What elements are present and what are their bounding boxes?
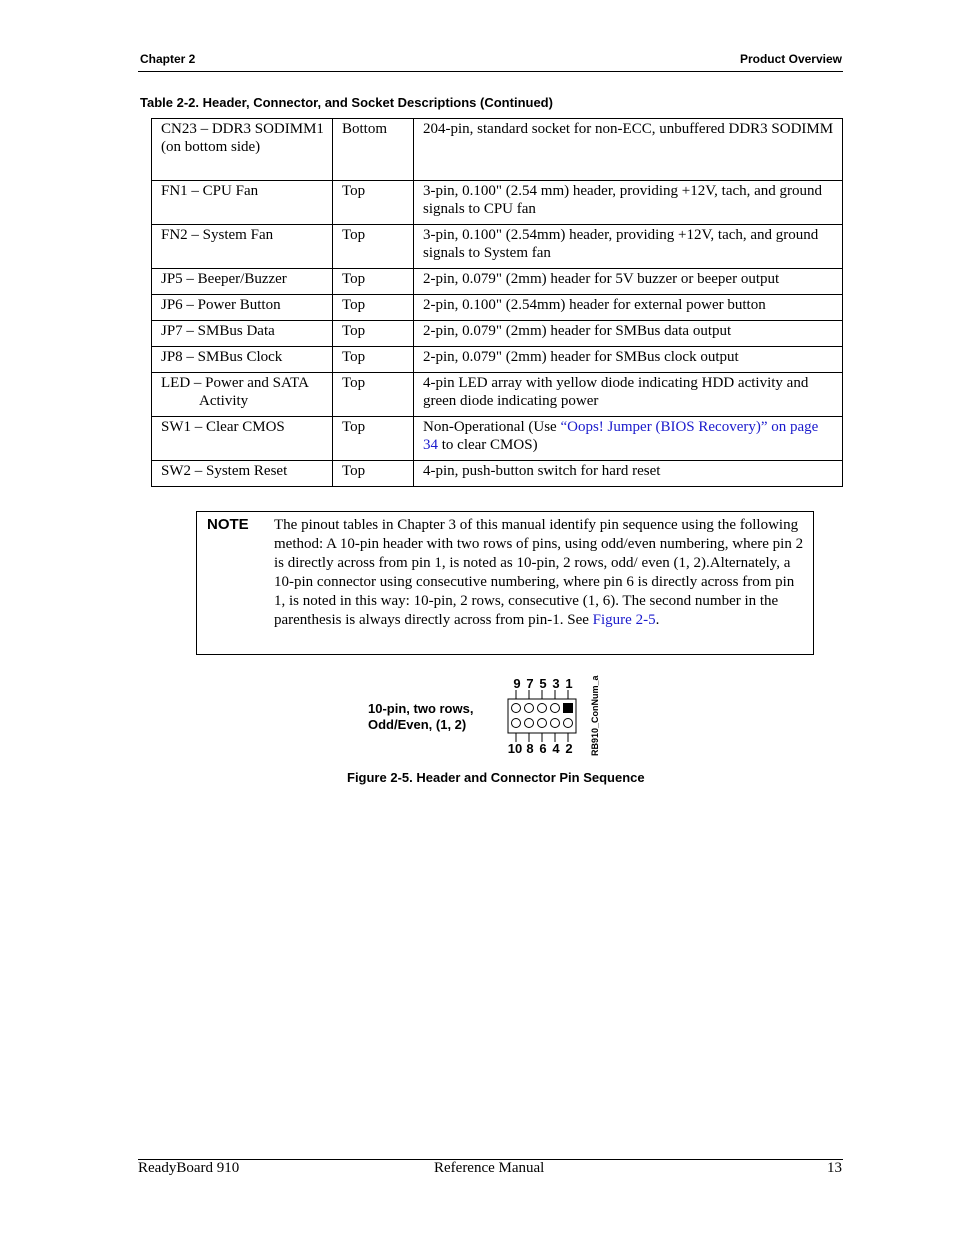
table-cell: Top <box>333 295 414 321</box>
table-cell: Top <box>333 181 414 225</box>
figure-label-line: 10-pin, two rows, <box>368 701 474 716</box>
pin-number: 3 <box>552 676 560 691</box>
pin-number: 5 <box>539 676 547 691</box>
pin-number: 10 <box>507 741 523 756</box>
cell-text: Non-Operational (Use <box>423 419 561 435</box>
running-header-chapter: Chapter 2 <box>140 52 196 66</box>
pin-number: 7 <box>526 676 534 691</box>
note-body: The pinout tables in Chapter 3 of this manual identify pin sequence using the following method: A 10-pin header with two rows of pins, using odd/even numbering, where pin 2 is directly across from pin 1, is noted as 10-pin, 2 rows, odd/ even (1, 2).Alternately, a 10-pin connector using consecutive numbering, where pin 6 is directly across from pin 1, is noted in this way: 10-pin, 2 rows, consecutive (1, 6). The second number in the parenthesis is always directly across from pin-1. See <box>274 517 804 628</box>
table-cell: Top <box>333 347 414 373</box>
table-cell: JP8 – SMBus Clock <box>152 347 333 373</box>
figure-caption: Figure 2-5. Header and Connector Pin Sequence <box>347 770 645 785</box>
pin-number: 1 <box>565 676 573 691</box>
pin-number: 8 <box>526 741 534 756</box>
table-cell: 2-pin, 0.079" (2mm) header for 5V buzzer or beeper output <box>414 269 843 295</box>
pin-number: 9 <box>513 676 521 691</box>
table-cell: Top <box>333 269 414 295</box>
table-cell: FN1 – CPU Fan <box>152 181 333 225</box>
table-cell: 3-pin, 0.100" (2.54 mm) header, providing +12V, tach, and ground signals to CPU fan <box>414 181 843 225</box>
figure-label-line: Odd/Even, (1, 2) <box>368 717 467 732</box>
table-cell: FN2 – System Fan <box>152 225 333 269</box>
table-cell: JP7 – SMBus Data <box>152 321 333 347</box>
figure-image-id: RB910_ConNum_a <box>590 675 600 756</box>
pin-number: 2 <box>565 741 573 756</box>
table-row <box>152 461 843 487</box>
table-caption: Table 2-2. Header, Connector, and Socket Descriptions (Continued) <box>140 95 553 110</box>
header-pin-diagram <box>506 690 580 744</box>
table-row <box>152 295 843 321</box>
table-cell: Top <box>333 461 414 487</box>
table-cell: 4-pin LED array with yellow diode indicating HDD activity and green diode indicating power <box>414 373 843 417</box>
table-cell: JP6 – Power Button <box>152 295 333 321</box>
bios-recovery-link[interactable]: “Oops! Jumper (BIOS Recovery)” on page 34 <box>423 419 819 453</box>
cell-line: Activity <box>199 393 249 409</box>
table-row <box>152 373 843 417</box>
page-number: 13 <box>827 1160 842 1176</box>
table-cell: Top <box>333 225 414 269</box>
table-cell <box>152 373 333 417</box>
table-cell: SW2 – System Reset <box>152 461 333 487</box>
running-header-section: Product Overview <box>739 52 842 66</box>
table-cell: 204-pin, standard socket for non-ECC, unbuffered DDR3 SODIMM <box>414 119 843 181</box>
table-cell: Top <box>333 417 414 461</box>
table-cell: 3-pin, 0.100" (2.54mm) header, providing +12V, tach, and ground signals to System fan <box>414 225 843 269</box>
footer-manual: Reference Manual <box>434 1160 545 1176</box>
note-text <box>274 516 806 630</box>
cell-text: to clear CMOS) <box>438 437 538 453</box>
table-row <box>152 417 843 461</box>
table-cell: JP5 – Beeper/Buzzer <box>152 269 333 295</box>
table-cell: 2-pin, 0.079" (2mm) header for SMBus data output <box>414 321 843 347</box>
figure-link[interactable]: Figure 2-5 <box>592 612 656 628</box>
table-row <box>152 181 843 225</box>
table-cell <box>414 417 843 461</box>
cell-line: LED – Power and SATA <box>161 375 309 391</box>
table-row <box>152 269 843 295</box>
table-row <box>152 119 843 181</box>
pin-number: 4 <box>552 741 560 756</box>
table-cell: SW1 – Clear CMOS <box>152 417 333 461</box>
description-table <box>151 118 843 487</box>
table-row <box>152 347 843 373</box>
table-cell: 4-pin, push-button switch for hard reset <box>414 461 843 487</box>
table-cell: Bottom <box>333 119 414 181</box>
table-cell: Top <box>333 321 414 347</box>
note-end: . <box>655 612 660 628</box>
table-cell: Top <box>333 373 414 417</box>
header-rule <box>138 71 843 72</box>
pin-number: 6 <box>539 741 547 756</box>
note-box <box>196 511 814 655</box>
table-cell: CN23 – DDR3 SODIMM1 (on bottom side) <box>152 119 333 181</box>
note-label: NOTE <box>207 516 249 533</box>
table-row <box>152 321 843 347</box>
figure-label <box>368 701 473 733</box>
table-cell: 2-pin, 0.100" (2.54mm) header for external power button <box>414 295 843 321</box>
table-row <box>152 225 843 269</box>
table-cell: 2-pin, 0.079" (2mm) header for SMBus clock output <box>414 347 843 373</box>
footer-product: ReadyBoard 910 <box>138 1160 240 1176</box>
